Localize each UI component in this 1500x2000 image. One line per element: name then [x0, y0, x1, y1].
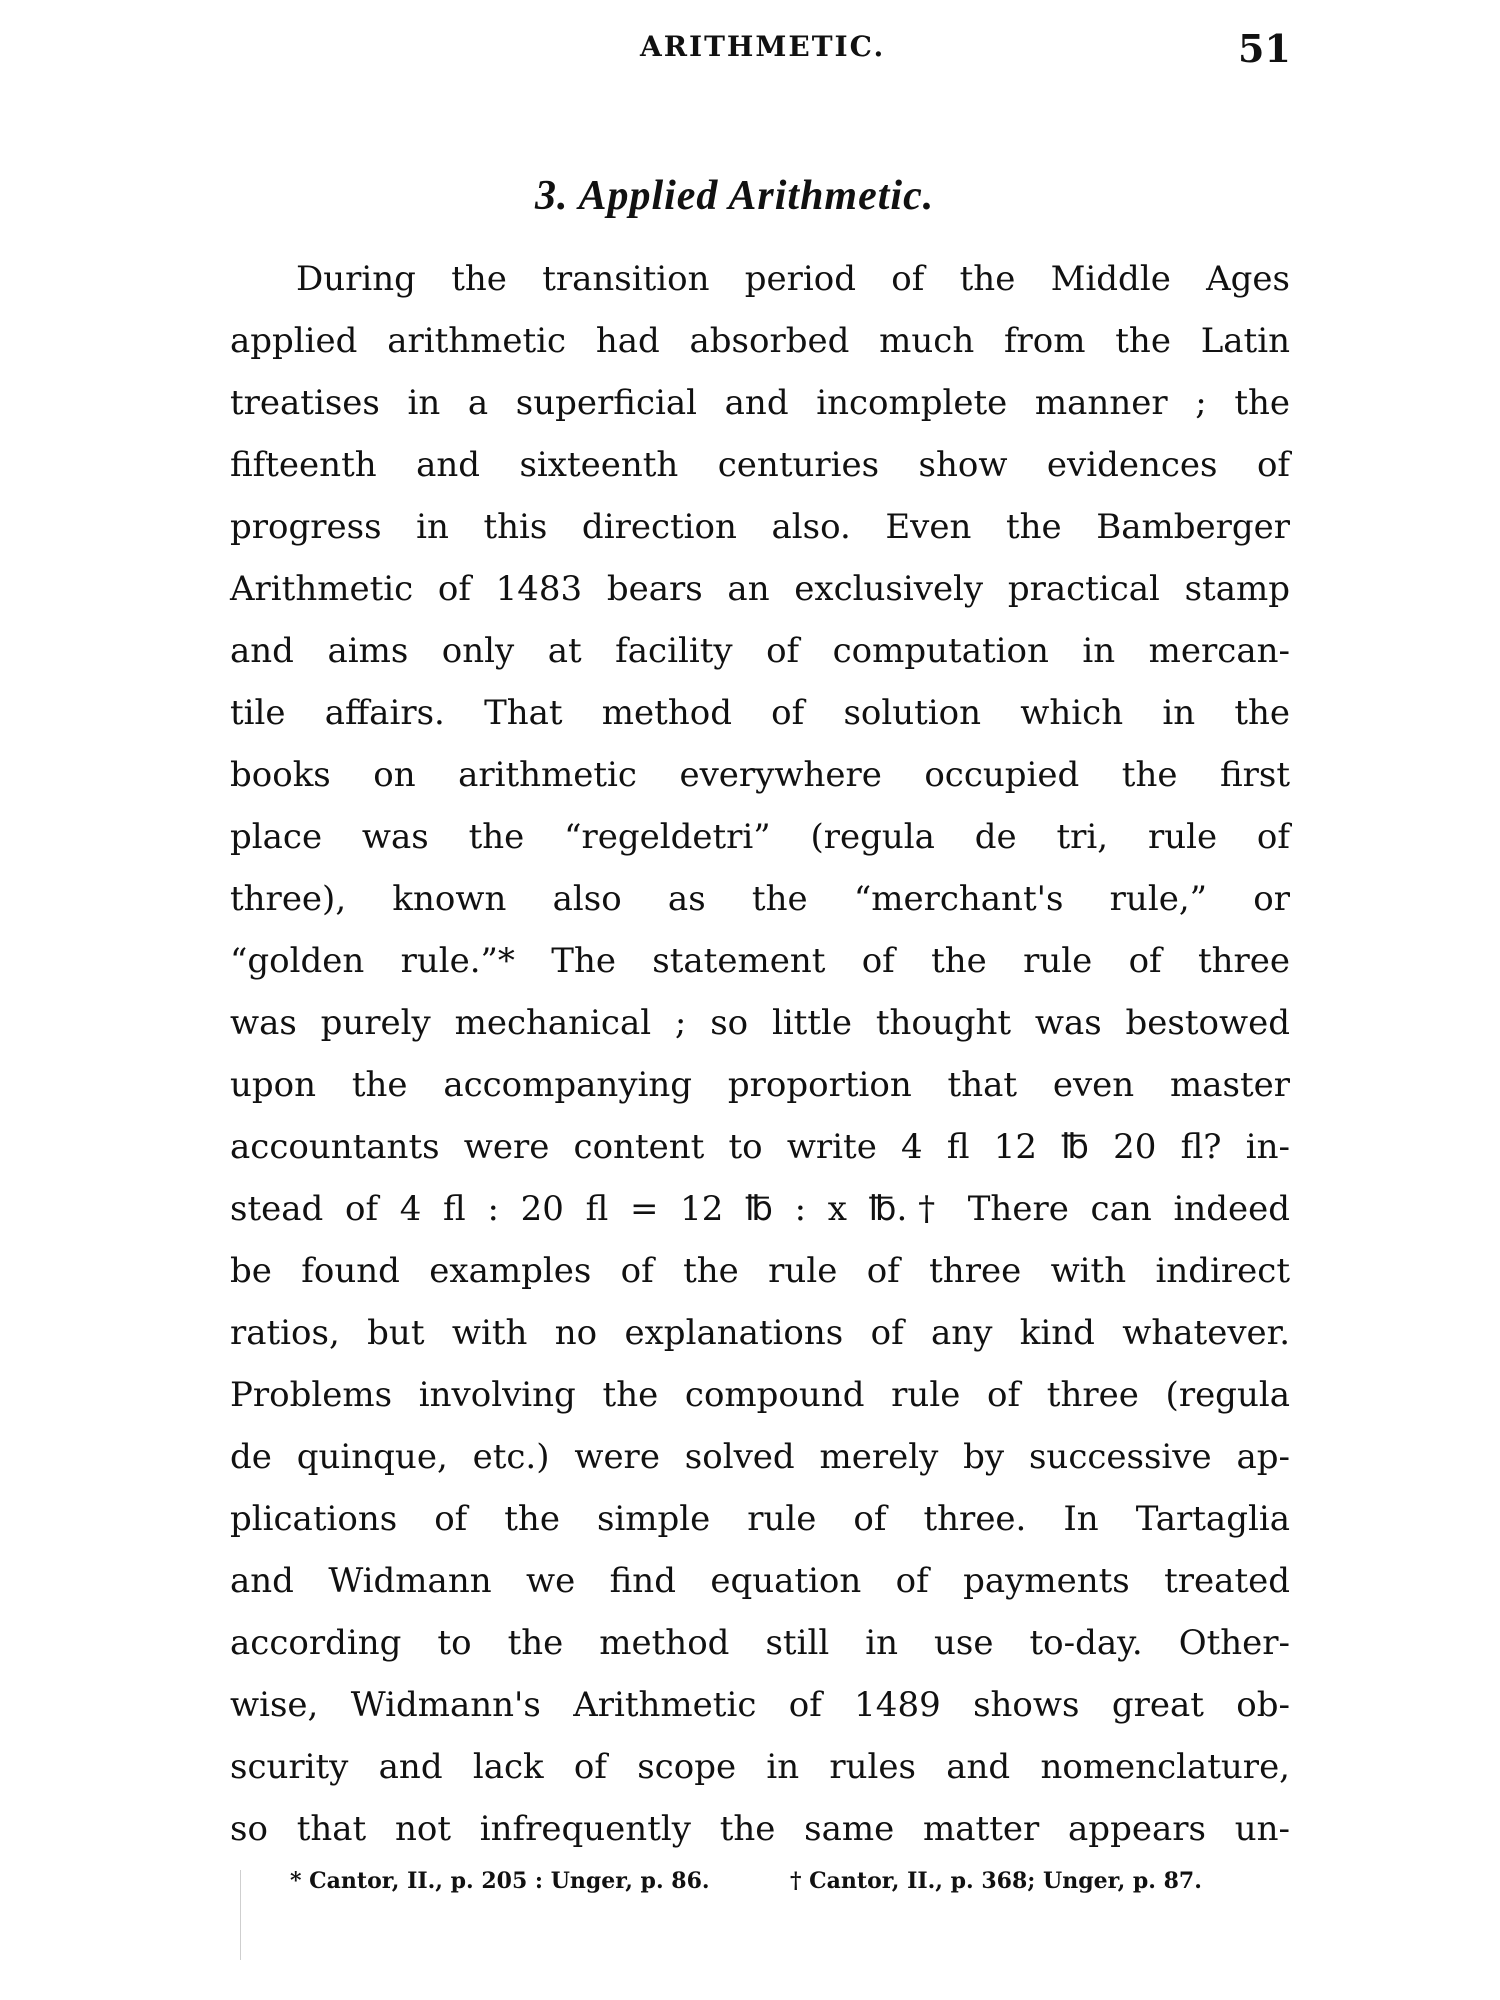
text-line: according to the method still in use to-day. Other-: [230, 1623, 1290, 1663]
text-line: progress in this direction also. Even the Bamberger: [230, 507, 1290, 547]
text-line: wise, Widmann's Arithmetic of 1489 shows great ob-: [230, 1685, 1290, 1725]
text-line: ratios, but with no explanations of any kind whatever.: [230, 1313, 1290, 1353]
text-line: applied arithmetic had absorbed much from the Latin: [230, 321, 1290, 361]
text-line: accountants were content to write 4 fl 12 ℔ 20 fl? in-: [230, 1127, 1290, 1167]
text-line: During the transition period of the Middle Ages: [296, 259, 1290, 299]
page-number: 51: [1238, 26, 1291, 71]
text-line: treatises in a superficial and incomplete manner ; the: [230, 383, 1290, 423]
running-title: ARITHMETIC.: [640, 30, 886, 63]
text-line: plications of the simple rule of three. In Tartaglia: [230, 1499, 1290, 1539]
text-line: Arithmetic of 1483 bears an exclusively practical stamp: [230, 569, 1290, 609]
section-heading: 3. Applied Arithmetic.: [535, 173, 935, 219]
footnote-2: † Cantor, II., p. 368; Unger, p. 87.: [790, 1868, 1202, 1894]
running-head: [0, 26, 1500, 71]
text-line: fifteenth and sixteenth centuries show evidences of: [230, 445, 1290, 485]
margin-rule: [240, 1870, 241, 1960]
text-line: and aims only at facility of computation in mercan-: [230, 631, 1290, 671]
text-line: three), known also as the “merchant's rule,” or: [230, 879, 1290, 919]
text-line: books on arithmetic everywhere occupied the first: [230, 755, 1290, 795]
text-line: Problems involving the compound rule of three (regula: [230, 1375, 1290, 1415]
text-line: place was the “regeldetri” (regula de tri, rule of: [230, 817, 1290, 857]
text-line: “golden rule.”* The statement of the rule of three: [230, 941, 1290, 981]
body-paragraph: [230, 248, 1290, 1860]
text-line: was purely mechanical ; so little thought was bestowed: [230, 1003, 1290, 1043]
text-line: be found examples of the rule of three with indirect: [230, 1251, 1290, 1291]
text-line: tile affairs. That method of solution which in the: [230, 693, 1290, 733]
text-line: so that not infrequently the same matter appears un-: [230, 1809, 1290, 1849]
text-line: scurity and lack of scope in rules and nomenclature,: [230, 1747, 1290, 1787]
footnotes: [290, 1868, 1250, 1908]
text-line: upon the accompanying proportion that even master: [230, 1065, 1290, 1105]
footnote-1: * Cantor, II., p. 205 : Unger, p. 86.: [290, 1868, 710, 1894]
text-line: de quinque, etc.) were solved merely by successive ap-: [230, 1437, 1290, 1477]
text-line: stead of 4 fl : 20 fl = 12 ℔ : x ℔.† There can indeed: [230, 1189, 1290, 1229]
text-line: and Widmann we find equation of payments treated: [230, 1561, 1290, 1601]
